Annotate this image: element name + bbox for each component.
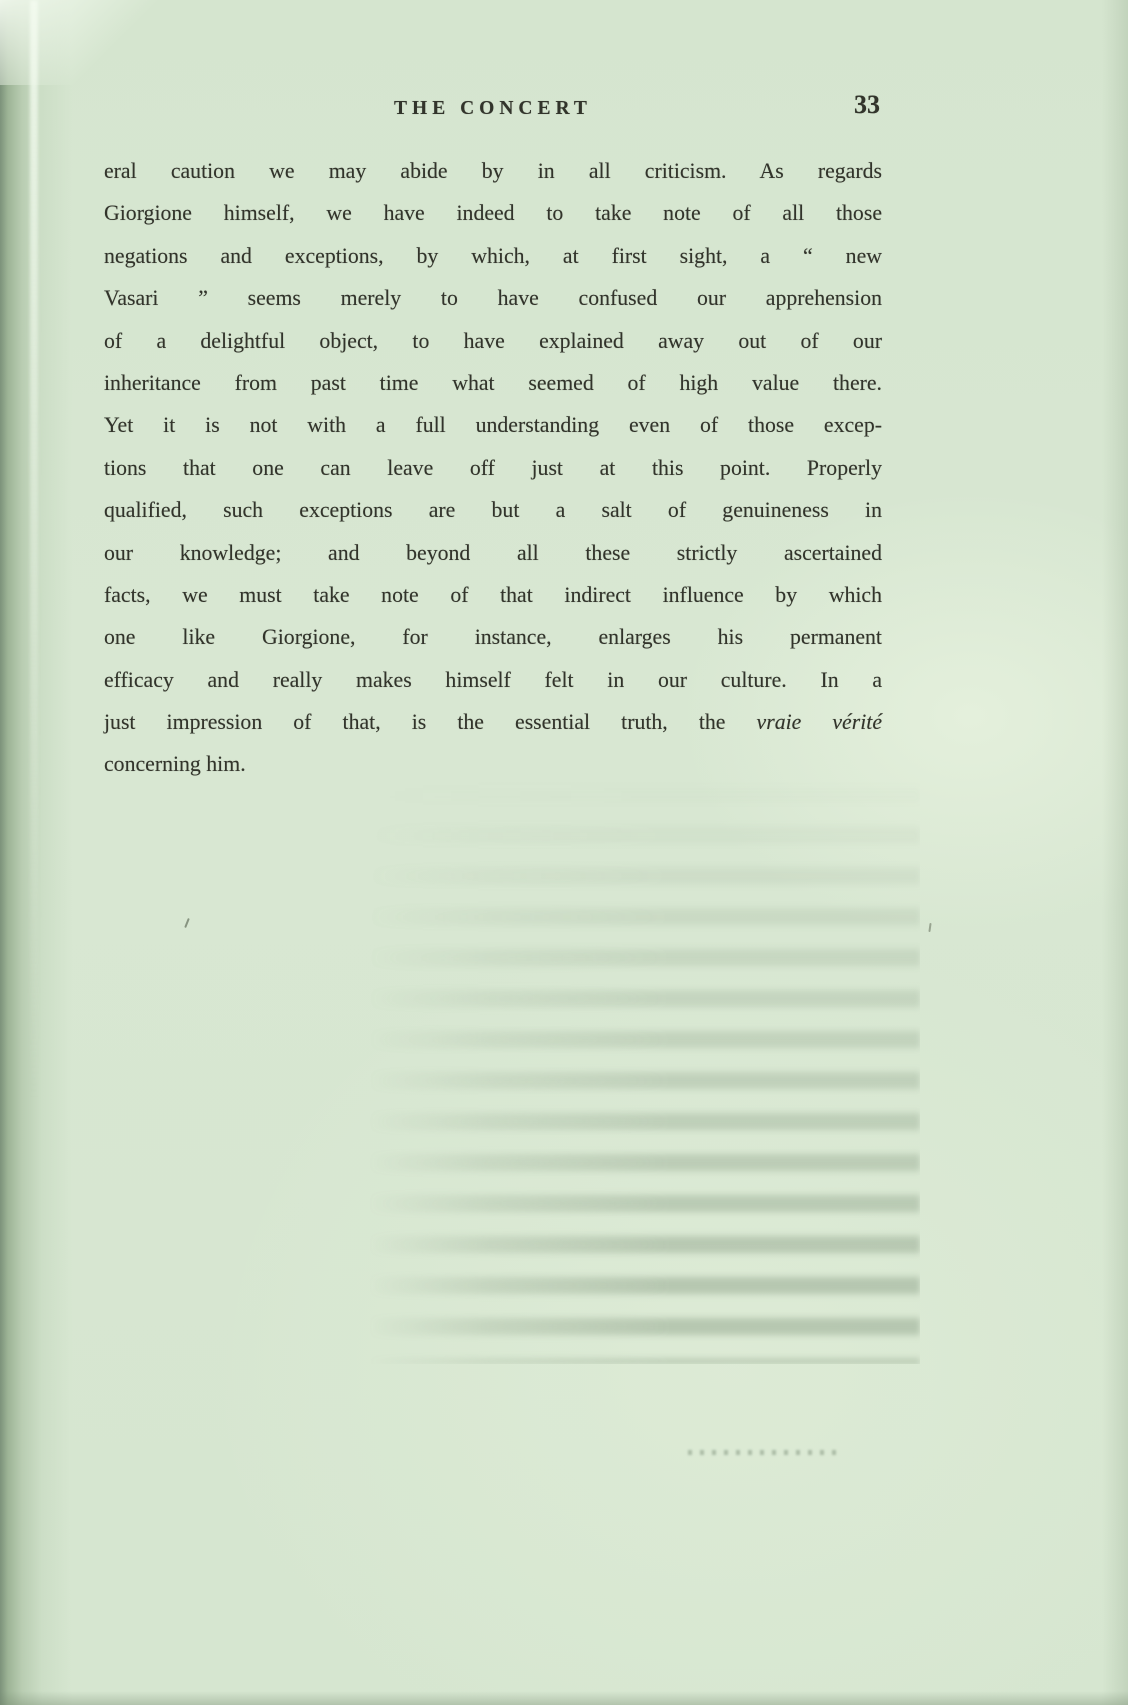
page-edge-highlight: [30, 0, 38, 1100]
page-corner-light: [0, 0, 160, 85]
text-line: one like Giorgione, for instance, enlarges his permanent: [104, 625, 882, 650]
text-line: our knowledge; and beyond all these strictly ascertained: [104, 540, 882, 565]
text-line: of a delightful object, to have explained away out of our: [104, 328, 882, 353]
text-line: concerning him.: [104, 752, 246, 777]
page-right-edge: [1102, 0, 1128, 1705]
text-line-normal: just impression of that, is the essential truth, the: [104, 710, 757, 735]
text-line: Yet it is not with a full understanding even of those excep-: [104, 413, 882, 438]
text-line-italic: vraie vérité: [756, 710, 883, 735]
text-line: qualified, such exceptions are but a salt of genuineness in: [104, 498, 882, 523]
text-line: tions that one can leave off just at this point. Properly: [104, 455, 882, 480]
show-through-text: [368, 772, 920, 1364]
show-through-dots: [688, 1450, 838, 1455]
page-bottom-edge: [0, 1691, 1128, 1705]
text-line: Giorgione himself, we have indeed to take note of all those: [104, 201, 882, 226]
show-through-lines: [368, 772, 920, 1364]
scan-speck: [184, 918, 190, 928]
text-line: facts, we must take note of that indirect influence by which: [104, 582, 882, 607]
text-line: negations and exceptions, by which, at first sight, a “ new: [104, 243, 882, 268]
body-text: [104, 150, 882, 786]
text-line: [104, 701, 882, 743]
running-header-title: THE CONCERT: [394, 98, 592, 119]
text-line: efficacy and really makes himself felt in our culture. In a: [104, 667, 882, 692]
text-line: inheritance from past time what seemed of high value there.: [104, 370, 882, 395]
running-header: [104, 90, 882, 128]
page-number: 33: [854, 90, 880, 119]
text-line: eral caution we may abide by in all criticism. As regards: [104, 159, 882, 183]
text-line: Vasari ” seems merely to have confused our apprehension: [104, 286, 882, 311]
scan-speck: [928, 923, 931, 932]
